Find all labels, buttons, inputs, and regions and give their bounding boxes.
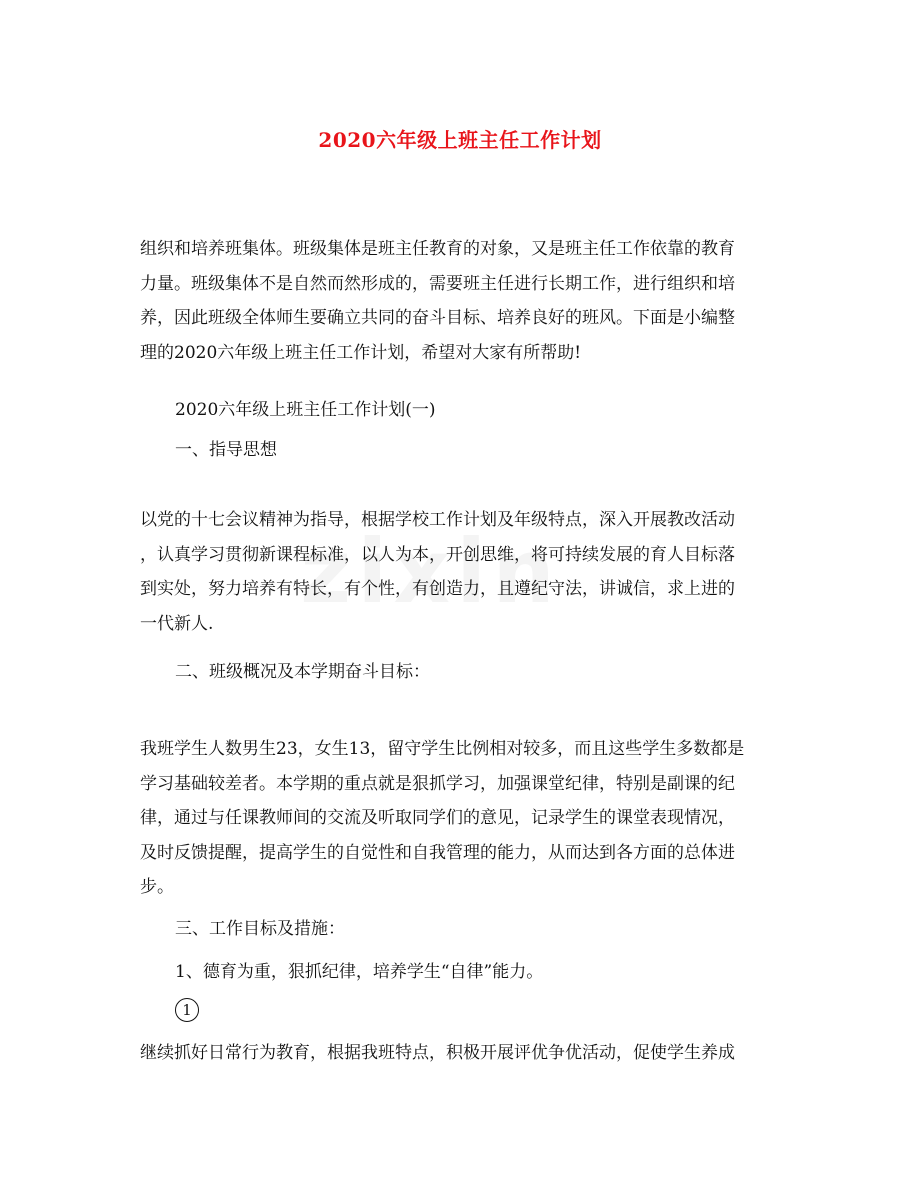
paragraph-line: 以党的十七会议精神为指导，根据学校工作计划及年级特点，深入开展教改活动 — [140, 510, 735, 530]
daily-behavior-paragraph — [140, 1036, 780, 1071]
paragraph-line: 步。 — [140, 877, 174, 897]
heading-class-overview: 二、班级概况及本学期奋斗目标： — [175, 662, 430, 682]
intro-line: 组织和培养班集体。班级集体是班主任教育的对象，又是班主任工作依靠的教育 — [140, 239, 735, 259]
paragraph-line: 一代新人. — [140, 613, 214, 634]
document-title: 2020六年级上班主任工作计划 — [318, 128, 602, 152]
paragraph-line: 学习基础较差者。本学期的重点就是狠抓学习，加强课堂纪律，特别是副课的纪 — [140, 773, 735, 794]
paragraph-line: 及时反馈提醒，提高学生的自觉性和自我管理的能力，从而达到各方面的总体进 — [140, 842, 735, 863]
section-heading: 2020六年级上班主任工作计划(一) — [175, 400, 436, 420]
paragraph-line: 到实处，努力培养有特长，有个性，有创造力，且遵纪守法，讲诚信，求上进的 — [140, 579, 735, 599]
heading-guiding-thought: 一、指导思想 — [175, 440, 277, 460]
paragraph-line: 继续抓好日常行为教育，根据我班特点，积极开展评优争优活动，促使学生养成 — [140, 1043, 735, 1063]
circled-number-marker: 1 — [175, 998, 199, 1022]
class-overview-paragraph — [140, 732, 780, 905]
intro-line: 养，因此班级全体师生要确立共同的奋斗目标、培养良好的班风。下面是小编整 — [140, 308, 735, 328]
guiding-thought-paragraph — [140, 503, 780, 641]
intro-line: 理的2020六年级上班主任工作计划，希望对大家有所帮助! — [140, 342, 582, 363]
intro-paragraph — [140, 232, 780, 370]
heading-work-goals: 三、工作目标及措施： — [175, 919, 345, 939]
paragraph-line: ，认真学习贯彻新课程标准，以人为本，开创思维，将可持续发展的育人目标落 — [140, 544, 735, 565]
item-moral-education: 1、德育为重，狠抓纪律，培养学生“自律”能力。 — [175, 962, 544, 982]
paragraph-line: 律，通过与任课教师间的交流及听取同学们的意见，记录学生的课堂表现情况， — [140, 808, 735, 828]
intro-line: 力量。班级集体不是自然而然形成的，需要班主任进行长期工作，进行组织和培 — [140, 273, 735, 294]
paragraph-line: 我班学生人数男生23，女生13，留守学生比例相对较多，而且这些学生多数都是 — [140, 739, 745, 759]
